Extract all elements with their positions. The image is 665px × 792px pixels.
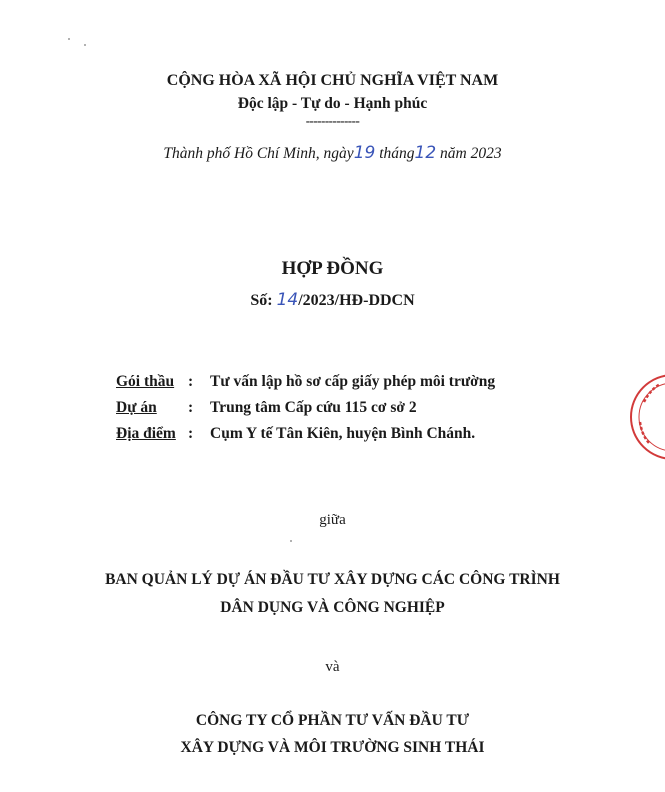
detail-label: Gói thầu xyxy=(116,373,175,390)
and-word: và xyxy=(325,659,340,675)
contract-number-prefix: Số: xyxy=(250,292,273,309)
dateline-year: năm 2023 xyxy=(440,145,502,162)
detail-row-location: Địa điểm : Cụm Y tế Tân Kiên, huyện Bình Chánh. xyxy=(116,425,476,442)
detail-row-project: Dự án : Trung tâm Cấp cứu 115 cơ sở 2 xyxy=(116,399,417,416)
party-b-line1: CÔNG TY CỔ PHẦN TƯ VẤN ĐẦU TƯ xyxy=(195,712,470,729)
detail-value: Trung tâm Cấp cứu 115 cơ sở 2 xyxy=(210,399,417,416)
red-stamp-icon xyxy=(628,372,665,462)
contract-number-handwritten: 14 xyxy=(276,290,299,310)
dateline-month: 12 xyxy=(414,143,437,163)
contract-title: HỢP ĐỒNG xyxy=(281,258,384,279)
party-b-line2: XÂY DỰNG VÀ MÔI TRƯỜNG SINH THÁI xyxy=(180,739,485,756)
party-a-line1: BAN QUẢN LÝ DỰ ÁN ĐẦU TƯ XÂY DỰNG CÁC CÔNG TRÌNH xyxy=(105,571,560,588)
between-word: giữa xyxy=(319,512,346,528)
dateline xyxy=(0,143,665,163)
scan-speck xyxy=(68,38,70,40)
country-heading: CỘNG HÒA XÃ HỘI CHỦ NGHĨA VIỆT NAM xyxy=(166,72,499,89)
scan-speck xyxy=(290,540,292,542)
scan-speck xyxy=(84,44,86,46)
contract-number-suffix: /2023/HĐ-DDCN xyxy=(298,292,415,309)
dateline-day: 19 xyxy=(353,143,376,163)
detail-row-package: Gói thầu : Tư vấn lập hồ sơ cấp giấy phép môi trường xyxy=(116,373,496,390)
header-divider: -------------- xyxy=(305,113,360,128)
contract-number xyxy=(0,290,665,310)
detail-value: Cụm Y tế Tân Kiên, huyện Bình Chánh. xyxy=(210,425,476,442)
detail-value: Tư vấn lập hồ sơ cấp giấy phép môi trường xyxy=(210,373,496,390)
dateline-prefix: Thành phố Hồ Chí Minh, ngày xyxy=(163,145,354,162)
party-a-line2: DÂN DỤNG VÀ CÔNG NGHIỆP xyxy=(220,599,445,616)
national-motto: Độc lập - Tự do - Hạnh phúc xyxy=(237,95,428,112)
dateline-month-label: tháng xyxy=(379,145,415,162)
detail-label: Dự án xyxy=(116,399,157,416)
detail-label: Địa điểm xyxy=(116,425,176,442)
